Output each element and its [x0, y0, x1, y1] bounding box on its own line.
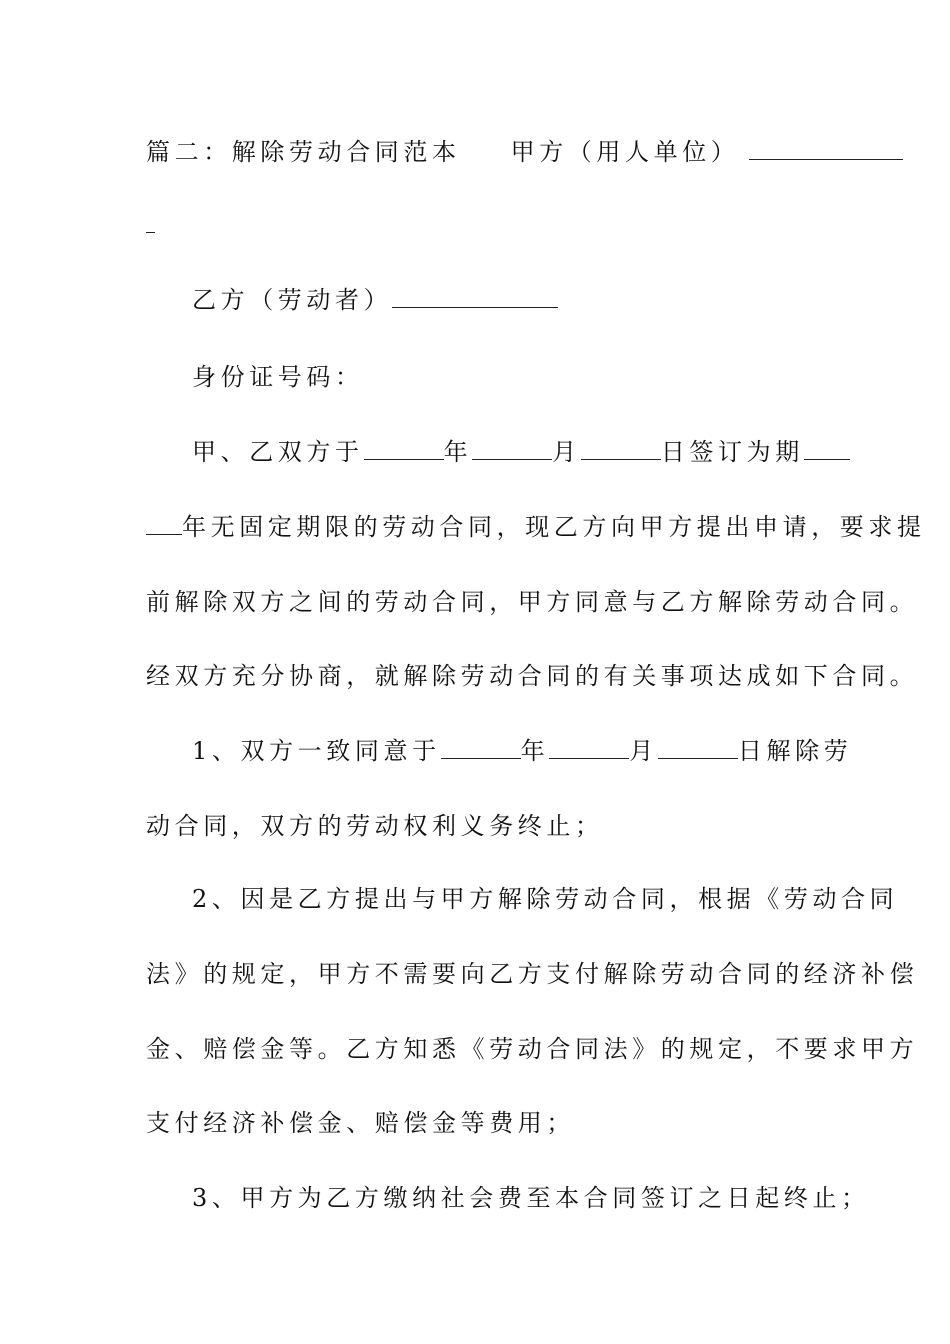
item2-line4	[146, 1108, 806, 1138]
sign-month-blank	[472, 439, 552, 460]
para1-line1	[192, 437, 806, 467]
para1-line4	[146, 661, 919, 691]
sign-year-blank	[364, 439, 444, 460]
item2-line2	[146, 959, 919, 989]
para1-line2	[146, 512, 926, 542]
party-a-label: 甲方（用人单位）	[510, 138, 740, 166]
item1-text-b: 日解除劳	[737, 737, 853, 765]
end-day-blank	[658, 738, 738, 759]
party-a-blank	[749, 139, 903, 160]
item1-text-2: 动合同，双方的劳动权利义务终止；	[146, 812, 604, 840]
item1-text-a: 1、双方一致同意于	[192, 737, 441, 765]
item2-line3	[146, 1034, 919, 1064]
item1-line1	[192, 736, 853, 766]
item1-line2	[146, 811, 806, 841]
month-text: 月	[552, 438, 581, 466]
para1-text-a: 甲、乙双方于	[192, 438, 364, 466]
item2-text-4: 支付经济补偿金、赔偿金等费用；	[146, 1109, 575, 1137]
term-blank-b	[146, 514, 182, 535]
party-b-blank	[392, 287, 558, 308]
item3-line1	[192, 1183, 870, 1213]
para1-text-b: 日签订为期	[660, 438, 804, 466]
id-number-label: 身份证号码：	[192, 363, 364, 391]
para1-line3	[146, 587, 919, 617]
item1-year-text: 年	[520, 737, 550, 765]
item2-text-3: 金、赔偿金等。乙方知悉《劳动合同法》的规定，不要求甲方	[146, 1035, 919, 1063]
id-number-line	[192, 362, 806, 392]
title-line	[146, 137, 806, 167]
sign-day-blank	[581, 439, 661, 460]
end-year-blank	[441, 738, 521, 759]
end-month-blank	[549, 738, 629, 759]
para1-text-3: 前解除双方之间的劳动合同，甲方同意与乙方解除劳动合同。	[146, 588, 919, 616]
item1-month-text: 月	[629, 737, 658, 765]
document-title: 篇二：解除劳动合同范本	[146, 138, 461, 166]
item2-text-1: 2、因是乙方提出与甲方解除劳动合同，根据《劳动合同	[192, 885, 899, 913]
party-a-blank-continuation	[146, 232, 155, 233]
term-blank-a	[804, 439, 850, 460]
party-b-label: 乙方（劳动者）	[192, 286, 393, 314]
item2-line1	[192, 884, 899, 914]
para1-text-4: 经双方充分协商，就解除劳动合同的有关事项达成如下合同。	[146, 662, 919, 690]
para1-text-2: 年无固定期限的劳动合同，现乙方向甲方提出申请，要求提	[182, 513, 926, 541]
item3-text-1: 3、甲方为乙方缴纳社会费至本合同签订之日起终止；	[192, 1184, 870, 1212]
party-b-line	[192, 285, 806, 315]
year-text: 年	[443, 438, 473, 466]
item2-text-2: 法》的规定，甲方不需要向乙方支付解除劳动合同的经济补偿	[146, 960, 919, 988]
